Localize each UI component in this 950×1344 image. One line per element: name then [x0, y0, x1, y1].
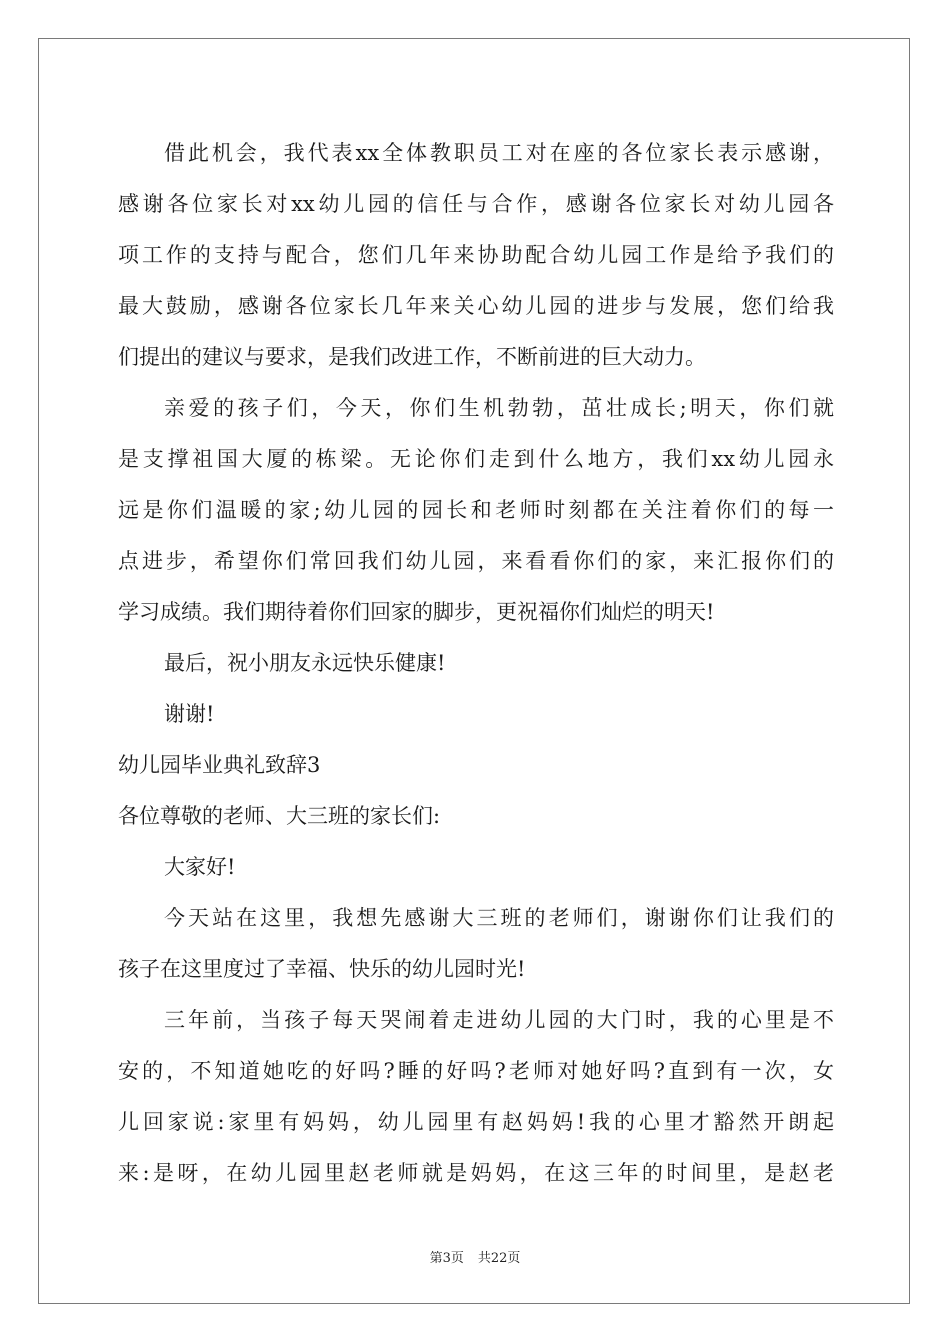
text-line: 感谢各位家长对xx幼儿园的信任与合作，感谢各位家长对幼儿园各 [118, 192, 834, 216]
text-line: 各位尊敬的老师、大三班的家长们: [118, 804, 441, 828]
text-line: 来:是呀，在幼儿园里赵老师就是妈妈，在这三年的时间里，是赵老 [118, 1161, 834, 1185]
text-line: 是支撑祖国大厦的栋梁。无论你们走到什么地方，我们xx幼儿园永 [118, 447, 834, 471]
text-line: 安的，不知道她吃的好吗?睡的好吗?老师对她好吗?直到有一次，女 [118, 1059, 834, 1083]
text-line: 三年前，当孩子每天哭闹着走进幼儿园的大门时，我的心里是不 [164, 1008, 834, 1032]
text-line: 亲爱的孩子们，今天，你们生机勃勃，茁壮成长;明天，你们就 [164, 396, 834, 420]
text-line: 幼儿园毕业典礼致辞3 [118, 753, 321, 777]
text-line: 远是你们温暖的家;幼儿园的园长和老师时刻都在关注着你们的每一 [118, 498, 834, 522]
text-line: 孩子在这里度过了幸福、快乐的幼儿园时光! [118, 957, 526, 981]
text-line: 借此机会，我代表xx全体教职员工对在座的各位家长表示感谢， [164, 141, 834, 165]
text-line: 大家好! [164, 855, 236, 879]
text-line: 儿回家说:家里有妈妈，幼儿园里有赵妈妈!我的心里才豁然开朗起 [118, 1110, 834, 1134]
text-line: 项工作的支持与配合，您们几年来协助配合幼儿园工作是给予我们的 [118, 243, 834, 267]
text-line: 点进步，希望你们常回我们幼儿园，来看看你们的家，来汇报你们的 [118, 549, 834, 573]
text-line: 学习成绩。我们期待着你们回家的脚步，更祝福你们灿烂的明天! [118, 600, 715, 624]
page-total: 共22页 [477, 1251, 521, 1266]
text-line: 最后，祝小朋友永远快乐健康! [164, 651, 446, 675]
text-line: 谢谢! [164, 702, 215, 726]
text-line: 最大鼓励，感谢各位家长几年来关心幼儿园的进步与发展，您们给我 [118, 294, 834, 318]
document-body [118, 128, 834, 1199]
page-number: 第3页 [429, 1251, 464, 1266]
text-line: 们提出的建议与要求，是我们改进工作，不断前进的巨大动力。 [118, 345, 706, 369]
page-footer [0, 1247, 950, 1266]
text-line: 今天站在这里，我想先感谢大三班的老师们，谢谢你们让我们的 [164, 906, 834, 930]
